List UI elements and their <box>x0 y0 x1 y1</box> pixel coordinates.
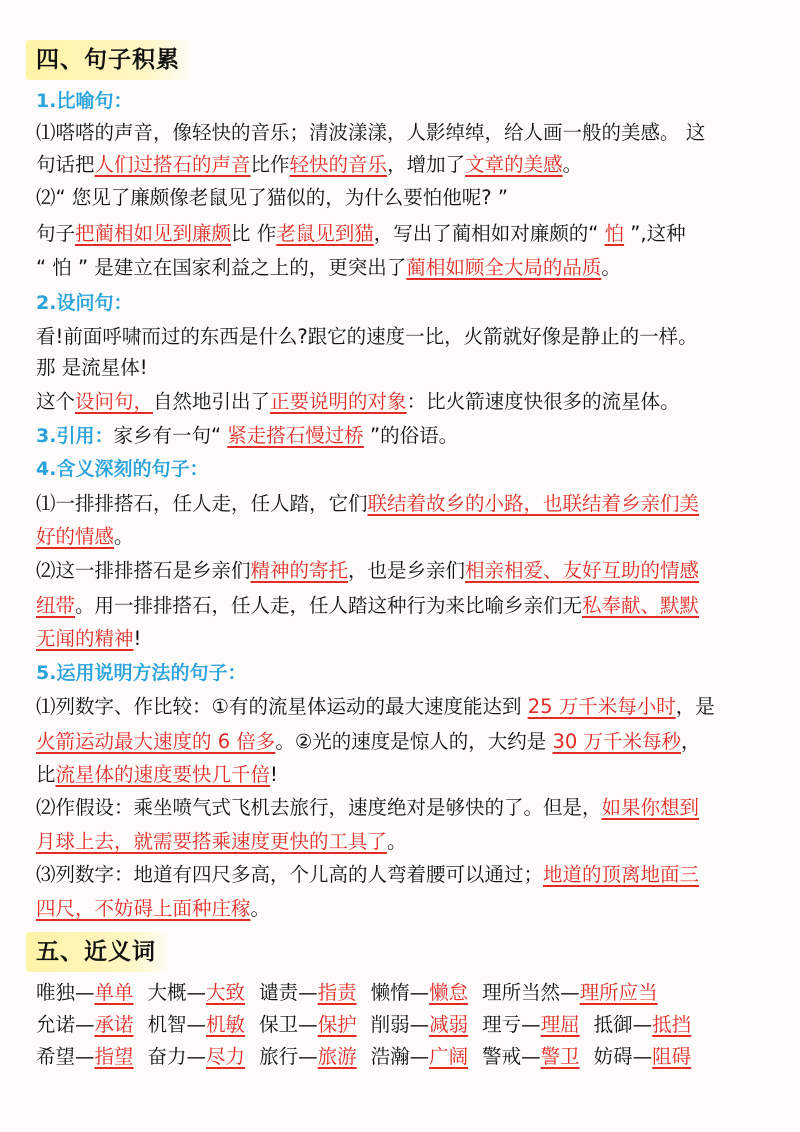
synonym-dash: — <box>75 981 95 1004</box>
highlight-answer: 把蔺相如见到廉颇 <box>75 222 232 245</box>
text-run: 比 <box>36 763 56 786</box>
synonym-pair <box>36 981 134 1004</box>
synonym-pair <box>371 1013 469 1036</box>
synonym-dash: — <box>560 981 580 1004</box>
subheading-deep-meaning: 4.含义深刻的句子： <box>36 458 209 480</box>
synonym-word: 削弱 <box>370 1013 410 1036</box>
synonym-answer: 警卫 <box>540 1045 580 1068</box>
text-line <box>36 421 766 451</box>
text-run: ，也是乡亲们 <box>348 559 466 582</box>
highlight-answer: 地道的顶离地面三 <box>543 863 700 886</box>
text-run: ⑵“ 您见了廉颇像老鼠见了猫似的，为什么要怕他呢? ” <box>36 186 508 209</box>
text-line <box>36 793 766 823</box>
text-line <box>36 522 766 552</box>
text-run: ⑴嗒嗒的声音，像轻快的音乐；清波漾漾，人影绰绰，给人画一般的美感。 这 <box>36 121 706 144</box>
synonym-pair <box>594 1013 692 1036</box>
synonym-answer: 指望 <box>94 1045 134 1068</box>
subheading-metaphor: 1.比喻句： <box>36 90 133 112</box>
synonym-word: 妨碍 <box>593 1045 633 1068</box>
text-line <box>36 556 766 586</box>
synonym-answer: 阻碍 <box>652 1045 692 1068</box>
text-run: ⑵这一排排搭石是乡亲们 <box>36 559 251 582</box>
text-run: ，写出了蔺相如对廉颇的“ <box>373 222 605 245</box>
synonym-dash: — <box>298 1013 318 1036</box>
synonym-word: 保卫 <box>259 1013 299 1036</box>
text-line <box>36 489 766 519</box>
synonym-answer: 抵挡 <box>652 1013 692 1036</box>
synonym-pair <box>259 1045 357 1068</box>
synonym-pair <box>482 981 658 1004</box>
synonym-word: 唯独 <box>36 981 76 1004</box>
synonym-answer: 旅游 <box>317 1045 357 1068</box>
highlight-answer: 相亲相爱、友好互助的情感 <box>465 559 700 582</box>
text-run: ”,这种 <box>624 222 686 245</box>
synonym-dash: — <box>632 1045 653 1068</box>
synonym-word: 奋力 <box>147 1045 187 1068</box>
synonym-dash: — <box>186 1045 207 1068</box>
subheading-rhetorical-question: 2.设问句： <box>36 292 133 314</box>
synonym-pair <box>482 1013 580 1036</box>
synonym-dash: — <box>186 981 207 1004</box>
highlight-answer: 怕 <box>604 222 625 245</box>
text-run: ⑴列数字、作比较：①有的流星体运动的最大速度能达到 <box>36 695 528 718</box>
highlight-answer: 无闻的精神 <box>36 627 134 650</box>
highlight-answer: 流星体的速度要快几千倍 <box>55 763 271 786</box>
text-line <box>36 353 766 383</box>
text-run: 看!前面呼啸而过的东西是什么?跟它的速度一比，火箭就好像是静止的一样。 <box>36 325 698 348</box>
text-run: ：比火箭速度快很多的流星体。 <box>406 390 680 413</box>
synonym-word: 浩瀚 <box>370 1045 410 1068</box>
synonym-dash: — <box>298 981 318 1004</box>
text-line <box>36 894 766 924</box>
highlight-answer: 人们过搭石的声音 <box>94 153 251 176</box>
synonym-word: 允诺 <box>36 1013 76 1036</box>
highlight-answer: 纽带 <box>36 594 76 617</box>
synonym-dash: — <box>521 1013 541 1036</box>
text-run: ， <box>681 730 701 753</box>
synonym-row <box>36 978 770 1008</box>
synonym-answer: 大致 <box>206 981 246 1004</box>
highlight-answer: 好的情感 <box>36 525 115 548</box>
text-run: 。 <box>562 153 583 176</box>
text-line <box>36 760 766 790</box>
synonym-dash: — <box>186 1013 207 1036</box>
text-run: 。 <box>387 830 407 853</box>
text-line <box>36 219 766 249</box>
text-line <box>36 591 766 621</box>
synonym-word: 谴责 <box>259 981 299 1004</box>
text-run: ⑵作假设：乘坐喷气式飞机去旅行，速度绝对是够快的了。但是， <box>36 796 602 819</box>
text-run: 。 <box>114 525 134 548</box>
synonym-answer: 承诺 <box>94 1013 134 1036</box>
synonym-pair <box>259 1013 357 1036</box>
synonym-pair <box>594 1045 692 1068</box>
text-run: ，增加了 <box>387 153 466 176</box>
synonym-pair <box>371 1045 469 1068</box>
highlight-answer: 精神的寄托 <box>250 559 349 582</box>
synonym-pair <box>259 981 357 1004</box>
highlight-answer: 文章的美感 <box>465 153 563 176</box>
section-heading-synonyms: 五、近义词 <box>26 932 172 972</box>
synonym-dash: — <box>75 1013 95 1036</box>
synonym-word: 警戒 <box>482 1045 522 1068</box>
subheading-quotation: 3.引用： <box>36 425 114 447</box>
highlight-answer: 老鼠见到猫 <box>276 222 374 245</box>
highlight-answer: 正要说明的对象 <box>270 390 407 413</box>
text-run: 。 <box>601 256 621 279</box>
synonym-word: 理所当然 <box>482 981 561 1004</box>
text-run: 那 是流星体! <box>36 356 148 379</box>
highlight-answer: 月球上去，就需要搭乘速度更快的工具了 <box>36 830 388 853</box>
synonym-word: 懒惰 <box>370 981 410 1004</box>
synonym-answer: 保护 <box>317 1013 357 1036</box>
highlight-answer: 紧走搭石慢过桥 <box>227 424 364 447</box>
synonym-dash: — <box>298 1045 318 1068</box>
text-run: “ 怕 ” 是建立在国家利益之上的，更突出了 <box>36 256 407 279</box>
text-line <box>36 692 766 722</box>
synonym-answer: 广阔 <box>429 1045 469 1068</box>
highlight-answer: 蔺相如顾全大局的品质 <box>406 256 602 279</box>
synonym-answer: 单单 <box>94 981 134 1004</box>
synonym-answer: 尽力 <box>206 1045 246 1068</box>
text-line <box>36 624 766 654</box>
highlight-answer: 四尺，不妨碍上面种庄稼 <box>36 897 251 920</box>
highlight-answer: 25 万千米每小时 <box>527 695 676 718</box>
text-run: ⑴一排排搭石，任人走，任人踏，它们 <box>36 492 368 515</box>
synonym-pair <box>482 1045 580 1068</box>
synonym-pair <box>371 981 469 1004</box>
text-run: 句子 <box>36 222 76 245</box>
text-line <box>36 827 766 857</box>
text-run: 家乡有一句“ <box>113 424 228 447</box>
text-run: 比 作 <box>231 222 277 245</box>
text-line <box>36 860 766 890</box>
synonym-row <box>36 1010 770 1040</box>
text-run: ，是 <box>675 695 715 718</box>
text-line <box>36 253 766 283</box>
synonym-answer: 指责 <box>317 981 357 1004</box>
synonym-dash: — <box>632 1013 653 1036</box>
text-run: 。②光的速度是惊人的，大约是 <box>275 730 553 753</box>
synonym-answer: 机敏 <box>206 1013 246 1036</box>
synonym-answer: 懒怠 <box>429 981 469 1004</box>
text-run: 句话把 <box>36 153 95 176</box>
synonym-pair <box>148 981 246 1004</box>
synonym-word: 机智 <box>147 1013 187 1036</box>
subheading-explanatory-methods: 5.运用说明方法的句子： <box>36 662 247 684</box>
text-run: 比作 <box>250 153 290 176</box>
text-run: 。用一排排搭石，任人走，任人踏这种行为来比喻乡亲们无 <box>75 594 583 617</box>
synonym-answer: 理所应当 <box>579 981 658 1004</box>
highlight-answer: 如果你想到 <box>601 796 700 819</box>
synonym-word: 大概 <box>147 981 187 1004</box>
synonym-dash: — <box>409 1013 430 1036</box>
text-line <box>36 387 766 417</box>
synonym-answer: 减弱 <box>429 1013 469 1036</box>
text-run: 自然地引出了 <box>153 390 271 413</box>
synonym-pair <box>36 1013 134 1036</box>
synonym-dash: — <box>409 981 430 1004</box>
text-run: 这个 <box>36 390 76 413</box>
text-line <box>36 150 766 180</box>
highlight-answer: 火箭运动最大速度的 6 倍多 <box>36 730 276 753</box>
synonym-row <box>36 1042 770 1072</box>
synonym-word: 旅行 <box>259 1045 299 1068</box>
synonym-pair <box>148 1013 246 1036</box>
text-run: ”的俗语。 <box>363 424 459 447</box>
highlight-answer: 30 万千米每秒 <box>552 730 682 753</box>
text-line <box>36 727 766 757</box>
synonym-answer: 理屈 <box>540 1013 580 1036</box>
synonym-word: 理亏 <box>482 1013 522 1036</box>
text-run: ⑶列数字：地道有四尺多高，个儿高的人弯着腰可以通过； <box>36 863 544 886</box>
highlight-answer: 私奉献、默默 <box>582 594 700 617</box>
text-line <box>36 118 766 148</box>
synonym-word: 抵御 <box>593 1013 633 1036</box>
highlight-answer: 设问句， <box>75 390 154 413</box>
highlight-answer: 联结着故乡的小路，也联结着乡亲们美 <box>367 492 700 515</box>
synonym-pair <box>36 1045 134 1068</box>
synonym-pair <box>148 1045 246 1068</box>
text-line <box>36 322 766 352</box>
highlight-answer: 轻快的音乐 <box>289 153 388 176</box>
text-run: ! <box>270 763 278 786</box>
section-heading-sentences: 四、句子积累 <box>26 40 196 80</box>
text-run: ! <box>133 627 142 650</box>
text-line <box>36 183 766 213</box>
synonym-word: 希望 <box>36 1045 76 1068</box>
synonym-dash: — <box>521 1045 541 1068</box>
synonym-dash: — <box>75 1045 95 1068</box>
text-run: 。 <box>250 897 271 920</box>
synonym-dash: — <box>409 1045 430 1068</box>
